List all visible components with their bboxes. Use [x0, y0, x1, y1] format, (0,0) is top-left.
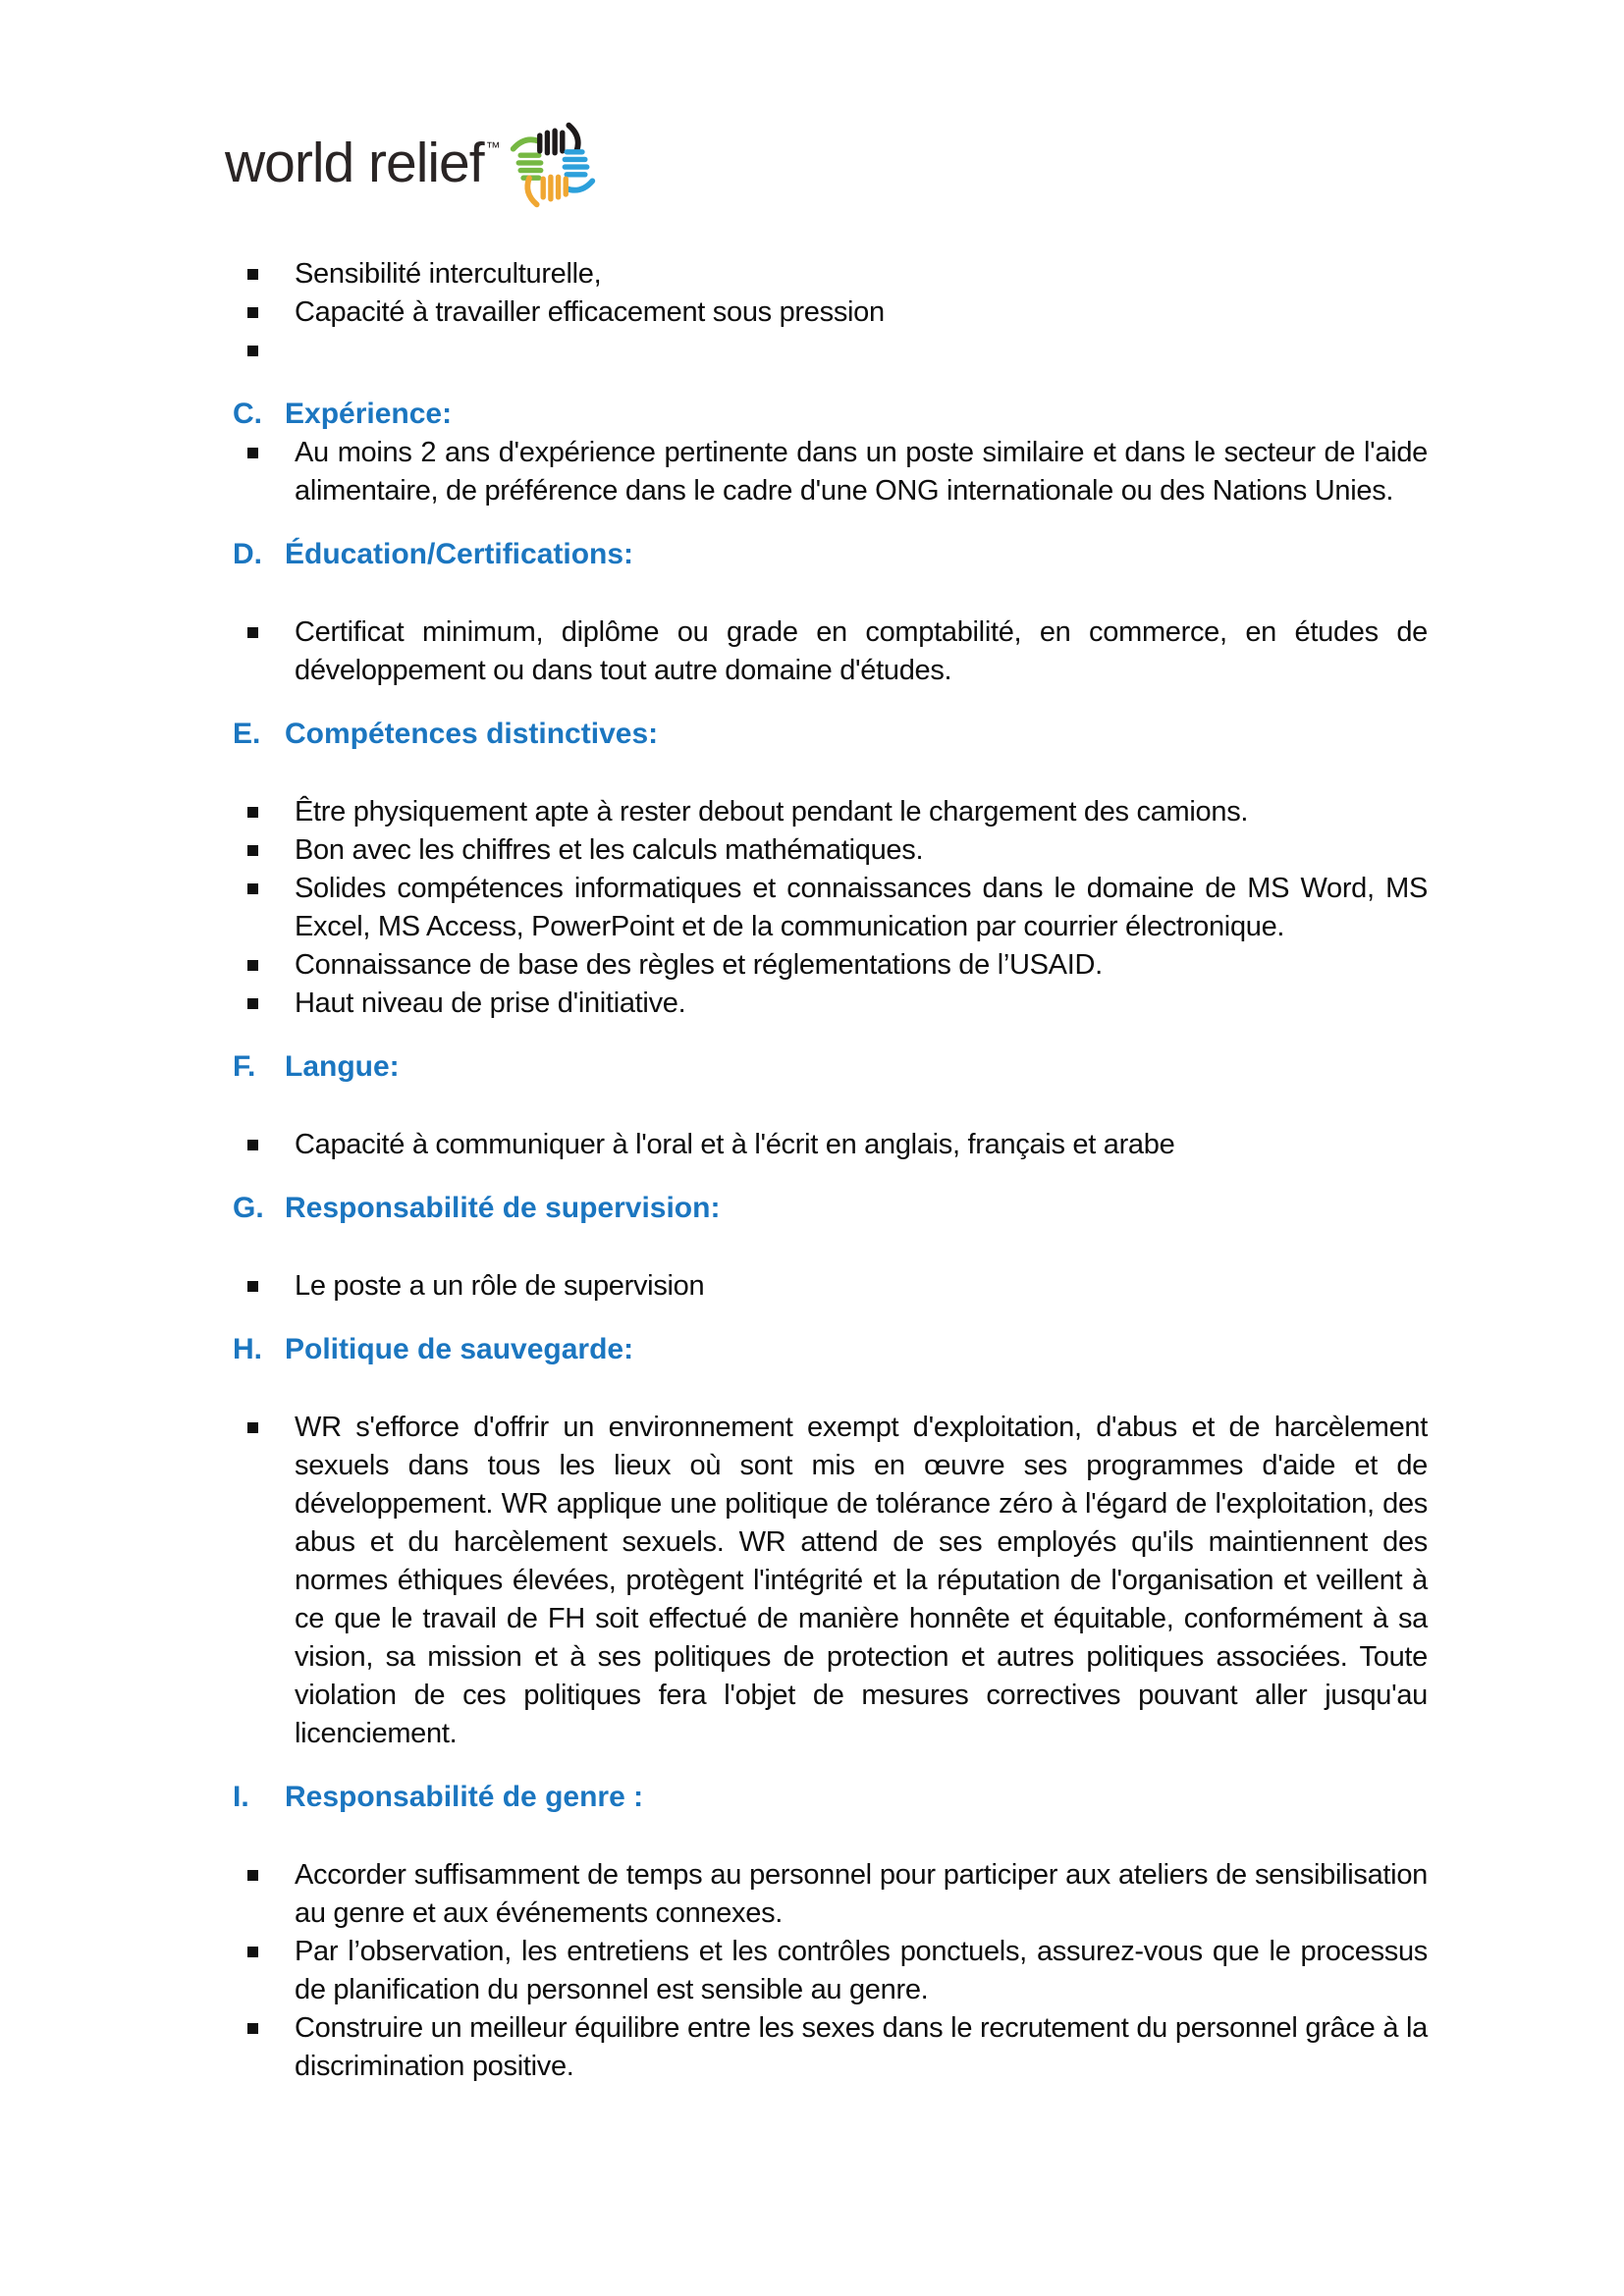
bullet-text: Au moins 2 ans d'expérience pertinente dans un poste similaire et dans le secteur de l'aide alimentaire, de préférence dans le cadre d'une ONG internationale ou des Nations Unies.	[295, 437, 1428, 507]
world-relief-logo-text: world relief	[225, 132, 484, 194]
bullet-marker	[233, 793, 295, 831]
section-bullet-list	[233, 434, 1428, 510]
section-title: Politique de sauvegarde:	[285, 1333, 634, 1365]
bullet-square-icon	[247, 1140, 258, 1150]
bullet-square-icon	[247, 960, 258, 971]
bullet-square-icon	[247, 346, 258, 356]
bullet-text: Connaissance de base des règles et réglementations de l’USAID.	[295, 949, 1103, 981]
bullet-text	[295, 332, 1428, 370]
bullet-marker	[233, 2009, 295, 2086]
bullet-marker	[233, 870, 295, 946]
bullet-square-icon	[247, 807, 258, 818]
section-letter: D.	[233, 538, 262, 570]
bullet-marker	[233, 1933, 295, 2009]
list-item	[233, 985, 1428, 1023]
bullet-text: WR s'efforce d'offrir un environnement exempt d'exploitation, d'abus et de harcèlement sexuels dans tous les lieux où sont mis en œuvre ses programmes d'aide et de développement. WR applique une politique de tolérance zéro à l'égard de l'exploitation, des abus et du harcèlement sexuels. WR attend de ses employés qu'ils maintiennent des normes éthiques élevées, protègent l'intégrité et la réputation de l'organisation et veillent à ce que le travail de FH soit effectué de manière honnête et équitable, conformément à sa vision, sa mission et à ses politiques de protection et autres politiques associées. Toute violation de ces politiques fera l'objet de mesures correctives pouvant aller jusqu'au licenciement.	[295, 1412, 1428, 1749]
bullet-square-icon	[247, 1947, 258, 1957]
bullet-marker	[233, 985, 295, 1023]
bullet-square-icon	[247, 845, 258, 856]
list-item	[233, 2009, 1428, 2086]
bullet-square-icon	[247, 2023, 258, 2034]
bullet-marker	[233, 946, 295, 985]
world-relief-pinwheel-icon	[503, 118, 603, 212]
document-body	[233, 255, 1428, 2086]
section-heading-g	[233, 1189, 1428, 1228]
bullet-square-icon	[247, 627, 258, 638]
section-bullet-list	[233, 1126, 1428, 1164]
list-item	[233, 793, 1428, 831]
section-title: Langue:	[285, 1050, 400, 1083]
section-letter: H.	[233, 1333, 262, 1365]
bullet-square-icon	[247, 1422, 258, 1433]
list-item	[233, 1267, 1428, 1306]
section-title: Compétences distinctives:	[285, 718, 659, 750]
list-item	[233, 946, 1428, 985]
bullet-text: Sensibilité interculturelle,	[295, 258, 602, 290]
section-heading-d	[233, 535, 1428, 574]
section-title: Expérience:	[285, 398, 453, 430]
bullet-marker	[233, 1409, 295, 1753]
bullet-marker	[233, 1267, 295, 1306]
list-item	[233, 870, 1428, 946]
section-heading-e	[233, 715, 1428, 754]
list-item	[233, 1856, 1428, 1933]
trademark-symbol: ™	[485, 139, 501, 156]
bullet-text: Haut niveau de prise d'initiative.	[295, 988, 686, 1019]
section-heading-i	[233, 1778, 1428, 1817]
bullet-text: Le poste a un rôle de supervision	[295, 1270, 705, 1302]
bullet-square-icon	[247, 883, 258, 894]
section-bullet-list	[233, 614, 1428, 690]
section-heading-c	[233, 395, 1428, 434]
bullet-text: Accorder suffisamment de temps au personnel pour participer aux ateliers de sensibilisation au genre et aux événements connexes.	[295, 1859, 1428, 1929]
bullet-square-icon	[247, 1281, 258, 1292]
section-bullet-list	[233, 1267, 1428, 1306]
bullet-marker	[233, 294, 295, 332]
section-heading-f	[233, 1047, 1428, 1087]
bullet-marker	[233, 332, 295, 370]
list-item	[233, 332, 1428, 370]
bullet-marker	[233, 255, 295, 294]
list-item	[233, 434, 1428, 510]
section-heading-h	[233, 1330, 1428, 1369]
bullet-text: Construire un meilleur équilibre entre les sexes dans le recrutement du personnel grâce à la discrimination positive.	[295, 2012, 1428, 2082]
intro-bullet-list	[233, 255, 1428, 370]
bullet-text: Certificat minimum, diplôme ou grade en comptabilité, en commerce, en études de développement ou dans tout autre domaine d'études.	[295, 616, 1428, 686]
bullet-marker	[233, 1856, 295, 1933]
section-letter: I.	[233, 1781, 249, 1813]
bullet-square-icon	[247, 1870, 258, 1881]
section-letter: E.	[233, 718, 261, 750]
section-title: Responsabilité de genre :	[285, 1781, 644, 1813]
list-item	[233, 831, 1428, 870]
section-letter: C.	[233, 398, 262, 430]
bullet-marker	[233, 434, 295, 510]
bullet-marker	[233, 614, 295, 690]
section-title: Éducation/Certifications:	[285, 538, 634, 570]
bullet-text: Solides compétences informatiques et connaissances dans le domaine de MS Word, MS Excel, MS Access, PowerPoint et de la communication par courrier électronique.	[295, 873, 1428, 942]
world-relief-logo	[225, 0, 1428, 212]
list-item	[233, 294, 1428, 332]
bullet-text: Bon avec les chiffres et les calculs mathématiques.	[295, 834, 924, 866]
list-item	[233, 1126, 1428, 1164]
bullet-text: Par l’observation, les entretiens et les contrôles ponctuels, assurez-vous que le processus de planification du personnel est sensible au genre.	[295, 1936, 1428, 2005]
bullet-marker	[233, 1126, 295, 1164]
section-letter: F.	[233, 1050, 256, 1083]
bullet-marker	[233, 831, 295, 870]
bullet-square-icon	[247, 307, 258, 318]
section-title: Responsabilité de supervision:	[285, 1192, 721, 1224]
section-letter: G.	[233, 1192, 264, 1224]
bullet-square-icon	[247, 269, 258, 280]
section-bullet-list	[233, 793, 1428, 1023]
bullet-square-icon	[247, 448, 258, 458]
document-content	[225, 0, 1428, 2086]
list-item	[233, 614, 1428, 690]
list-item	[233, 255, 1428, 294]
bullet-text: Capacité à travailler efficacement sous pression	[295, 296, 885, 328]
section-bullet-list	[233, 1856, 1428, 2086]
bullet-text: Capacité à communiquer à l'oral et à l'écrit en anglais, français et arabe	[295, 1129, 1175, 1160]
list-item	[233, 1409, 1428, 1753]
list-item	[233, 1933, 1428, 2009]
bullet-square-icon	[247, 998, 258, 1009]
bullet-text: Être physiquement apte à rester debout pendant le chargement des camions.	[295, 796, 1249, 828]
section-bullet-list	[233, 1409, 1428, 1753]
